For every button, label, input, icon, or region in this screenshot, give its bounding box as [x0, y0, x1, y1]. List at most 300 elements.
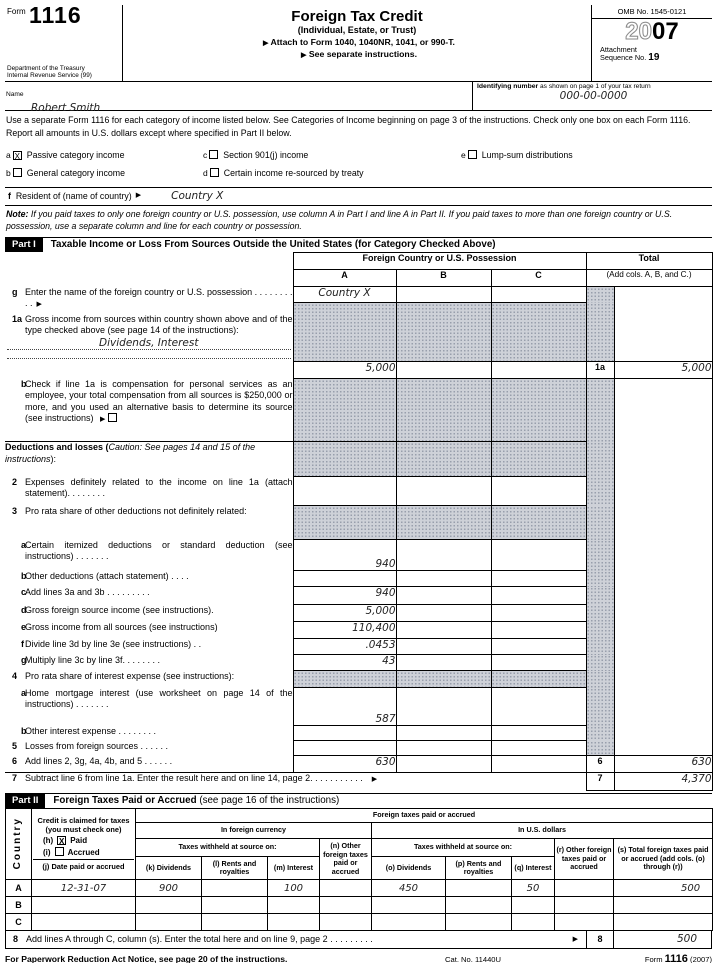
p1-6-num: 6 — [12, 755, 18, 766]
p1-3g-total-space — [614, 655, 712, 671]
p1-3c-numcol-shaded — [586, 587, 614, 605]
p2-head-foreign-currency: In foreign currency — [136, 823, 372, 839]
p1-head-spacer — [5, 253, 293, 287]
p1-4b-colA-field[interactable] — [293, 726, 396, 741]
p1-3-shadeC — [491, 506, 586, 540]
p1-4-shadeB — [396, 671, 491, 688]
part1-table — [5, 252, 713, 791]
category-c-letter: c — [203, 150, 208, 160]
p1-3-text: Pro rata share of other deductions not definitely related: — [25, 505, 247, 516]
p1-3c-desc — [5, 587, 293, 605]
form-header — [5, 2, 712, 82]
p2-rowB-p-field[interactable] — [446, 897, 512, 914]
p2-rowC-o-field[interactable] — [372, 914, 446, 931]
p1-5-desc — [5, 741, 293, 756]
p1-1b-total-space — [614, 379, 712, 442]
part2-bar — [5, 793, 712, 808]
p1-5-num: 5 — [12, 740, 18, 751]
p2-rowA-l-field[interactable] — [202, 880, 268, 897]
catalog-number: Cat. No. 11440U — [445, 955, 501, 963]
p1-4b-colB-field[interactable] — [396, 726, 491, 741]
attachment-label: Attachment — [600, 45, 637, 54]
p2-row-B — [6, 897, 713, 914]
p2-rowA-q-field[interactable]: 50 — [512, 880, 555, 897]
arrow-icon: ▶ — [371, 776, 378, 783]
p1-3c-colC-field[interactable] — [491, 587, 586, 605]
p1-5-total-space — [614, 741, 712, 756]
p1-ded-total-space — [614, 442, 712, 477]
p1-3b-numcol-shaded — [586, 571, 614, 587]
p1-3g-desc — [5, 655, 293, 671]
part2-tag: Part II — [5, 794, 45, 808]
p1-3e-num: e — [21, 621, 27, 632]
p1-3c-colA-field[interactable]: 940 — [293, 587, 396, 605]
p2-rowB-o-field[interactable] — [372, 897, 446, 914]
p1-3-desc — [5, 506, 293, 540]
p1-g-colB-field[interactable] — [396, 287, 491, 303]
p1-head-colC: C — [491, 270, 586, 287]
p2-paid-option[interactable] — [33, 836, 134, 846]
p1-7-desc — [5, 773, 586, 791]
p1-7-text: Subtract line 6 from line 1a. Enter the result here and on line 14, page 2. . . . . . . . . . . ▶ — [25, 773, 378, 783]
p1-4a-colC-field[interactable] — [491, 688, 586, 726]
p2-head-q: (q) Interest — [512, 857, 555, 880]
p1-3e-numcol-shaded — [586, 622, 614, 639]
p2-rowA-o-field[interactable]: 450 — [372, 880, 446, 897]
p1-3-num: 3 — [12, 505, 18, 516]
p2-rowC-r-field[interactable] — [555, 914, 614, 931]
p1-3f-colA-field[interactable]: .0453 — [293, 639, 396, 655]
resident-row — [5, 187, 712, 206]
part1-tag: Part I — [5, 238, 43, 252]
p1-3e-text: Gross income from all sources (see instructions) — [25, 621, 218, 632]
p1-3-shadeB — [396, 506, 491, 540]
p1-2-num: 2 — [12, 476, 18, 487]
tax-year — [592, 19, 712, 45]
paperwork-notice: For Paperwork Reduction Act Notice, see page 20 of the instructions. — [5, 954, 288, 963]
p1-2-colC-field[interactable] — [491, 477, 586, 506]
p1-head-colB: B — [396, 270, 491, 287]
p2-accrued-checkbox[interactable] — [55, 847, 64, 856]
p1-6-colB-field[interactable] — [396, 756, 491, 773]
p1-3b-colB-field[interactable] — [396, 571, 491, 587]
p2-rowA-m-field[interactable]: 100 — [268, 880, 320, 897]
part1-bar — [5, 237, 712, 252]
p1-1a-income-type-field[interactable]: Dividends, Interest — [7, 337, 291, 351]
p1-4-shadeA — [293, 671, 396, 688]
p1-1b-shadeB — [396, 379, 491, 442]
p1-3d-num: d — [21, 604, 27, 615]
p1-4b-numcol-shaded — [586, 726, 614, 741]
year-bold: 07 — [652, 18, 679, 45]
p1-4-numcol-shaded — [586, 671, 614, 688]
p2-rowA-p-field[interactable] — [446, 880, 512, 897]
p1-3b-desc — [5, 571, 293, 587]
p2-rowB-r-field[interactable] — [555, 897, 614, 914]
id-label — [477, 83, 710, 90]
p2-head-credit — [32, 809, 136, 880]
category-d[interactable] — [203, 168, 364, 178]
intro-paragraph: Use a separate Form 1116 for each category of income listed below. See Categories of Income beginning on page 3 of the instructions. Check only one box on each Form 1116. Report all amounts in U.S. dollars except where specified in Part II below. — [6, 115, 691, 138]
p1-3a-colC-field[interactable] — [491, 540, 586, 571]
identity-row — [5, 82, 712, 114]
p1-6-text: Add lines 2, 3g, 4a, 4b, and 5 . . . . . . — [25, 755, 173, 766]
p1-4a-total-space — [614, 688, 712, 726]
p1-1a-shadeA — [293, 303, 396, 362]
p1-2-colA-field[interactable] — [293, 477, 396, 506]
category-a-label: Passive category income — [26, 150, 125, 160]
id-label-rest: as shown on page 1 of your tax return — [538, 83, 651, 90]
category-c-label: Section 901(j) income — [223, 150, 309, 160]
p2-rowA-r-field[interactable] — [555, 880, 614, 897]
p2-rowC-n-field[interactable] — [320, 914, 372, 931]
p1-3f-colC-field[interactable] — [491, 639, 586, 655]
p1-3b-text: Other deductions (attach statement) . . . . — [25, 570, 189, 581]
p2-head-k: (k) Dividends — [136, 857, 202, 880]
p1-1a-colA-field[interactable]: 5,000 — [293, 362, 396, 379]
p1-1a-colC-field[interactable] — [491, 362, 586, 379]
p1-1a-shadeB — [396, 303, 491, 362]
p1-3d-total-space — [614, 605, 712, 622]
footer-form-number: 1116 — [664, 953, 688, 963]
p2-rowB-date-field[interactable] — [32, 897, 136, 914]
p2-line8-num: 8 — [13, 934, 19, 944]
p1-3g-colC-field[interactable] — [491, 655, 586, 671]
p1-3a-num: a — [21, 539, 27, 550]
p1-3e-colB-field[interactable] — [396, 622, 491, 639]
p1-2-numcol-shaded — [586, 477, 614, 506]
p2-paid-label: Paid — [70, 836, 88, 846]
name-field[interactable]: Robert Smith — [31, 102, 101, 114]
p1-3a-numcol-shaded — [586, 540, 614, 571]
p2-rowA-n-field[interactable] — [320, 880, 372, 897]
sequence-number: 19 — [648, 52, 660, 63]
p1-3d-colB-field[interactable] — [396, 605, 491, 622]
p1-6-desc — [5, 756, 293, 773]
p1-1b-shadeC — [491, 379, 586, 442]
p1-4-total-space — [614, 671, 712, 688]
resident-label: Resident of (name of country) — [15, 191, 132, 201]
p1-7-total-field[interactable]: 4,370 — [614, 773, 712, 791]
p2-rowC-date-field[interactable] — [32, 914, 136, 931]
p1-4b-total-space — [614, 726, 712, 741]
department-line2: Internal Revenue Service (99) — [7, 72, 92, 79]
p1-3g-colB-field[interactable] — [396, 655, 491, 671]
p2-rowC-m-field[interactable] — [268, 914, 320, 931]
p1-3f-text: Divide line 3d by line 3e (see instructions) . . — [25, 638, 202, 649]
p1-3c-text: Add lines 3a and 3b . . . . . . . . . — [25, 586, 150, 597]
p1-3f-colB-field[interactable] — [396, 639, 491, 655]
p2-head-withheld-us: Taxes withheld at source on: — [372, 839, 555, 857]
p1-7-num: 7 — [12, 773, 18, 783]
arrow-icon: ▶ — [135, 192, 142, 199]
p1-6-colA-field[interactable]: 630 — [293, 756, 396, 773]
p1-2-colB-field[interactable] — [396, 477, 491, 506]
p1-4b-desc — [5, 726, 293, 741]
note-text: If you paid taxes to only one foreign country or U.S. possession, use column A in Part I and line A in Part II. If you paid taxes to more than one foreign country or U.S. possession, use a separate column and line for each country or possession. — [6, 209, 673, 231]
p2-rowC-s-field[interactable] — [614, 914, 713, 931]
p2-rowA-letter: A — [6, 880, 32, 897]
arrow-icon: ▶ — [572, 936, 578, 943]
p2-line8-row — [5, 931, 712, 949]
p1-6-ref: 6 — [586, 756, 614, 773]
category-a-letter: a — [6, 150, 11, 160]
category-e-checkbox[interactable] — [468, 150, 477, 159]
p1-3f-desc — [5, 639, 293, 655]
p1-3g-numcol-shaded — [586, 655, 614, 671]
category-b-checkbox[interactable] — [13, 168, 22, 177]
category-b-letter: b — [6, 168, 11, 178]
note-label: Note: — [6, 209, 29, 219]
p1-3g-colA-field[interactable]: 43 — [293, 655, 396, 671]
p1-2-text: Expenses definitely related to the income on line 1a (attach statement). . . . . . . . — [25, 476, 293, 498]
p2-head-o: (o) Dividends — [372, 857, 446, 880]
p1-2-desc — [5, 477, 293, 506]
p1-3a-desc — [5, 540, 293, 571]
p1-head-colA: A — [293, 270, 396, 287]
footer-form-word: Form — [644, 955, 663, 963]
arrow-icon: ▶ — [301, 52, 307, 59]
p1-3b-num: b — [21, 570, 27, 581]
p2-rowB-n-field[interactable] — [320, 897, 372, 914]
p2-rowB-q-field[interactable] — [512, 897, 555, 914]
category-d-letter: d — [203, 168, 208, 178]
p2-rowC-l-field[interactable] — [202, 914, 268, 931]
p1-3f-numcol-shaded — [586, 639, 614, 655]
page-footer — [5, 953, 712, 963]
p1-1a-dotted-rule — [7, 350, 291, 359]
category-checkboxes — [5, 142, 712, 187]
p2-head-m: (m) Interest — [268, 857, 320, 880]
p1-3d-colC-field[interactable] — [491, 605, 586, 622]
department-line1: Department of the Treasury — [7, 65, 85, 72]
department-block — [7, 65, 120, 81]
p1-3a-text: Certain itemized deductions or standard deduction (see instructions) . . . . . . . — [25, 539, 293, 561]
p2-rowA-date-field[interactable]: 12-31-07 — [32, 880, 136, 897]
category-e-label: Lump-sum distributions — [481, 150, 573, 160]
p2-line8-ref: 8 — [586, 931, 614, 948]
p1-2-total-space — [614, 477, 712, 506]
p2-rowB-m-field[interactable] — [268, 897, 320, 914]
resident-letter: f — [8, 191, 11, 201]
p1-ded-shadeA — [293, 442, 396, 477]
part2-title: Foreign Taxes Paid or Accrued (see page 16 of the instructions) — [53, 795, 340, 806]
p1-ded-shadeB — [396, 442, 491, 477]
p1-4b-colC-field[interactable] — [491, 726, 586, 741]
name-label: Name — [6, 91, 24, 98]
p1-g-colC-field[interactable] — [491, 287, 586, 303]
p1-3d-colA-field[interactable]: 5,000 — [293, 605, 396, 622]
attachment-sequence — [592, 46, 712, 62]
footer-form-year: (2007) — [690, 955, 712, 963]
p1-4a-desc — [5, 688, 293, 726]
p1-3c-total-space — [614, 587, 712, 605]
category-b[interactable] — [6, 168, 125, 178]
p2-line8-total-field[interactable]: 500 — [676, 933, 697, 945]
p2-row-A — [6, 880, 713, 897]
p2-credit-text: Credit is claimed for taxes (you must check one) — [37, 816, 130, 834]
p1-1a-numcol-shaded — [586, 303, 614, 362]
p1-4-text: Pro rata share of interest expense (see instructions): — [25, 670, 235, 681]
id-field[interactable]: 000-00-0000 — [559, 90, 628, 102]
p1-3b-colC-field[interactable] — [491, 571, 586, 587]
p2-h-label: (h) — [43, 836, 54, 846]
note-paragraph — [5, 206, 712, 235]
category-d-checkbox[interactable] — [210, 168, 219, 177]
p1-g-1a-desc — [5, 287, 293, 379]
p1-ded-italic: Caution: See pages 14 and 15 of the instructions — [5, 442, 256, 464]
p1-head-group: Foreign Country or U.S. Possession — [293, 253, 586, 270]
form-subtitle: (Individual, Estate, or Trust) — [297, 25, 417, 35]
p1-3-total-space — [614, 506, 712, 540]
p2-i-label: (i) — [43, 847, 51, 857]
p1-6-total-field[interactable]: 630 — [614, 756, 712, 773]
p2-line8-text: Add lines A through C, column (s). Enter the total here and on line 9, page 2 . . . . . . . . . — [26, 934, 373, 944]
p2-rowB-k-field[interactable] — [136, 897, 202, 914]
omb-number: OMB No. 1545-0121 — [592, 5, 712, 19]
part2-table — [5, 808, 713, 931]
p2-rowB-l-field[interactable] — [202, 897, 268, 914]
p2-rowB-letter: B — [6, 897, 32, 914]
id-cell — [472, 82, 712, 110]
p1-3e-desc — [5, 622, 293, 639]
see-text: See separate instructions. — [308, 49, 417, 59]
arrow-icon: ▶ — [36, 301, 42, 308]
p2-head-n: (n) Other foreign taxes paid or accrued — [320, 839, 372, 880]
category-c-checkbox[interactable] — [209, 150, 218, 159]
category-e-letter: e — [461, 150, 466, 160]
p1-1b-shadeA — [293, 379, 396, 442]
part2-title-rest: (see page 16 of the instructions) — [196, 795, 340, 806]
year-outline: 20 — [625, 18, 652, 45]
p1-4a-num: a — [21, 687, 27, 698]
attach-text: Attach to Form 1040, 1040NR, 1041, or 990-T. — [270, 37, 455, 47]
p1-3-numcol-shaded — [586, 506, 614, 540]
p2-head-l: (l) Rents and royalties — [202, 857, 268, 880]
p1-1a-num: 1a — [12, 313, 23, 324]
p1-1a-colB-field[interactable] — [396, 362, 491, 379]
attach-instruction — [123, 37, 591, 47]
p2-head-r: (r) Other foreign taxes paid or accrued — [555, 839, 614, 880]
form-number-block — [5, 2, 123, 81]
p1-ded-end: ): — [50, 453, 57, 464]
category-c[interactable] — [203, 150, 308, 160]
arrow-icon: ▶ — [263, 40, 269, 47]
p1-3d-numcol-shaded — [586, 605, 614, 622]
p2-accrued-option[interactable] — [33, 847, 134, 858]
p1-5-colB-field[interactable] — [396, 741, 491, 756]
see-instruction — [123, 49, 591, 59]
p1-4a-colA-field[interactable]: 587 — [293, 688, 396, 726]
p1-1b-num: b — [21, 378, 27, 389]
p1-3c-colB-field[interactable] — [396, 587, 491, 605]
category-b-label: General category income — [26, 168, 126, 178]
p1-5-text: Losses from foreign sources . . . . . . — [25, 740, 169, 751]
p1-3g-num: g — [21, 654, 27, 665]
p2-head-group: Foreign taxes paid or accrued — [136, 809, 713, 823]
p1-4-shadeC — [491, 671, 586, 688]
p1-ded-numcol-shaded — [586, 442, 614, 477]
p2-row-C — [6, 914, 713, 931]
p2-rowB-s-field[interactable] — [614, 897, 713, 914]
p2-country-vertical-label: Country — [12, 816, 24, 869]
p1-3b-colA-field[interactable] — [293, 571, 396, 587]
p2-paid-checkbox[interactable]: X — [59, 837, 65, 847]
p1-3-shadeA — [293, 506, 396, 540]
omb-block — [592, 5, 712, 81]
p1-3d-text: Gross foreign source income (see instructions). — [25, 604, 214, 615]
p2-accrued-label: Accrued — [67, 847, 100, 857]
p1-g-total — [614, 287, 712, 303]
p2-rowC-q-field[interactable] — [512, 914, 555, 931]
p2-head-j: (j) Date paid or accrued — [33, 859, 134, 872]
resident-country-field[interactable]: Country X — [171, 190, 224, 202]
p1-4b-num: b — [21, 725, 27, 736]
p1-4-desc — [5, 671, 293, 688]
form-footer-id — [542, 953, 712, 963]
p1-1b-checkbox[interactable] — [108, 413, 117, 422]
p1-3e-total-space — [614, 622, 712, 639]
p1-3a-colB-field[interactable] — [396, 540, 491, 571]
p1-3g-text: Multiply line 3c by line 3f. . . . . . . . — [25, 654, 161, 665]
p2-head-us-dollars: In U.S. dollars — [372, 823, 713, 839]
p2-rowA-s-field[interactable]: 500 — [614, 880, 713, 897]
p2-rowC-k-field[interactable] — [136, 914, 202, 931]
p1-3f-total-space — [614, 639, 712, 655]
p1-ded-bold: Deductions and losses ( — [5, 442, 109, 452]
p1-4a-colB-field[interactable] — [396, 688, 491, 726]
p1-5-numcol-shaded — [586, 741, 614, 756]
p2-rowC-p-field[interactable] — [446, 914, 512, 931]
p1-3b-total-space — [614, 571, 712, 587]
p1-3e-colC-field[interactable] — [491, 622, 586, 639]
arrow-icon: ▶ — [100, 416, 106, 423]
p1-7-ref: 7 — [586, 773, 614, 791]
p1-3e-colA-field[interactable]: 110,400 — [293, 622, 396, 639]
p2-head-withheld-foreign: Taxes withheld at source on: — [136, 839, 320, 857]
p2-rowC-letter: C — [6, 914, 32, 931]
category-a-checkbox[interactable]: X — [14, 152, 20, 161]
p1-5-colA-field[interactable] — [293, 741, 396, 756]
p2-head-s: (s) Total foreign taxes paid or accrued (add cols. (o) through (r)) — [614, 839, 713, 880]
p1-4a-text: Home mortgage interest (use worksheet on page 14 of the instructions) . . . . . . . — [25, 687, 293, 709]
p1-ded-shadeC — [491, 442, 586, 477]
p1-3a-colA-field[interactable]: 940 — [293, 540, 396, 571]
p1-head-total-sub: (Add cols. A, B, and C.) — [586, 270, 712, 287]
category-a[interactable] — [6, 150, 125, 160]
part1-title: Taxable Income or Loss From Sources Outside the United States (for Category Checked Above) — [50, 239, 496, 250]
p1-g-num: g — [12, 286, 18, 297]
p2-rowA-k-field[interactable]: 900 — [136, 880, 202, 897]
p1-head-total: Total — [586, 253, 712, 270]
p1-6-colC-field[interactable] — [491, 756, 586, 773]
form-number: 1116 — [29, 2, 82, 28]
p1-1a-total-field[interactable]: 5,000 — [614, 362, 712, 379]
p1-5-colC-field[interactable] — [491, 741, 586, 756]
p1-1a-ref: 1a — [586, 362, 614, 379]
p1-g-colA-field[interactable]: Country X — [293, 287, 396, 303]
category-e[interactable] — [461, 150, 573, 160]
p1-4b-text: Other interest expense . . . . . . . . — [25, 725, 157, 736]
p1-3d-desc — [5, 605, 293, 622]
p2-head-p: (p) Rents and royalties — [446, 857, 512, 880]
p1-1a-total-space — [614, 303, 712, 362]
p1-g-text: Enter the name of the foreign country or U.S. possession . . . . . . . . . . ▶ — [25, 286, 293, 308]
p1-1b-desc — [5, 379, 293, 442]
p1-4a-numcol-shaded — [586, 688, 614, 726]
form-title-block — [123, 5, 592, 81]
p1-1a-shadeC — [491, 303, 586, 362]
